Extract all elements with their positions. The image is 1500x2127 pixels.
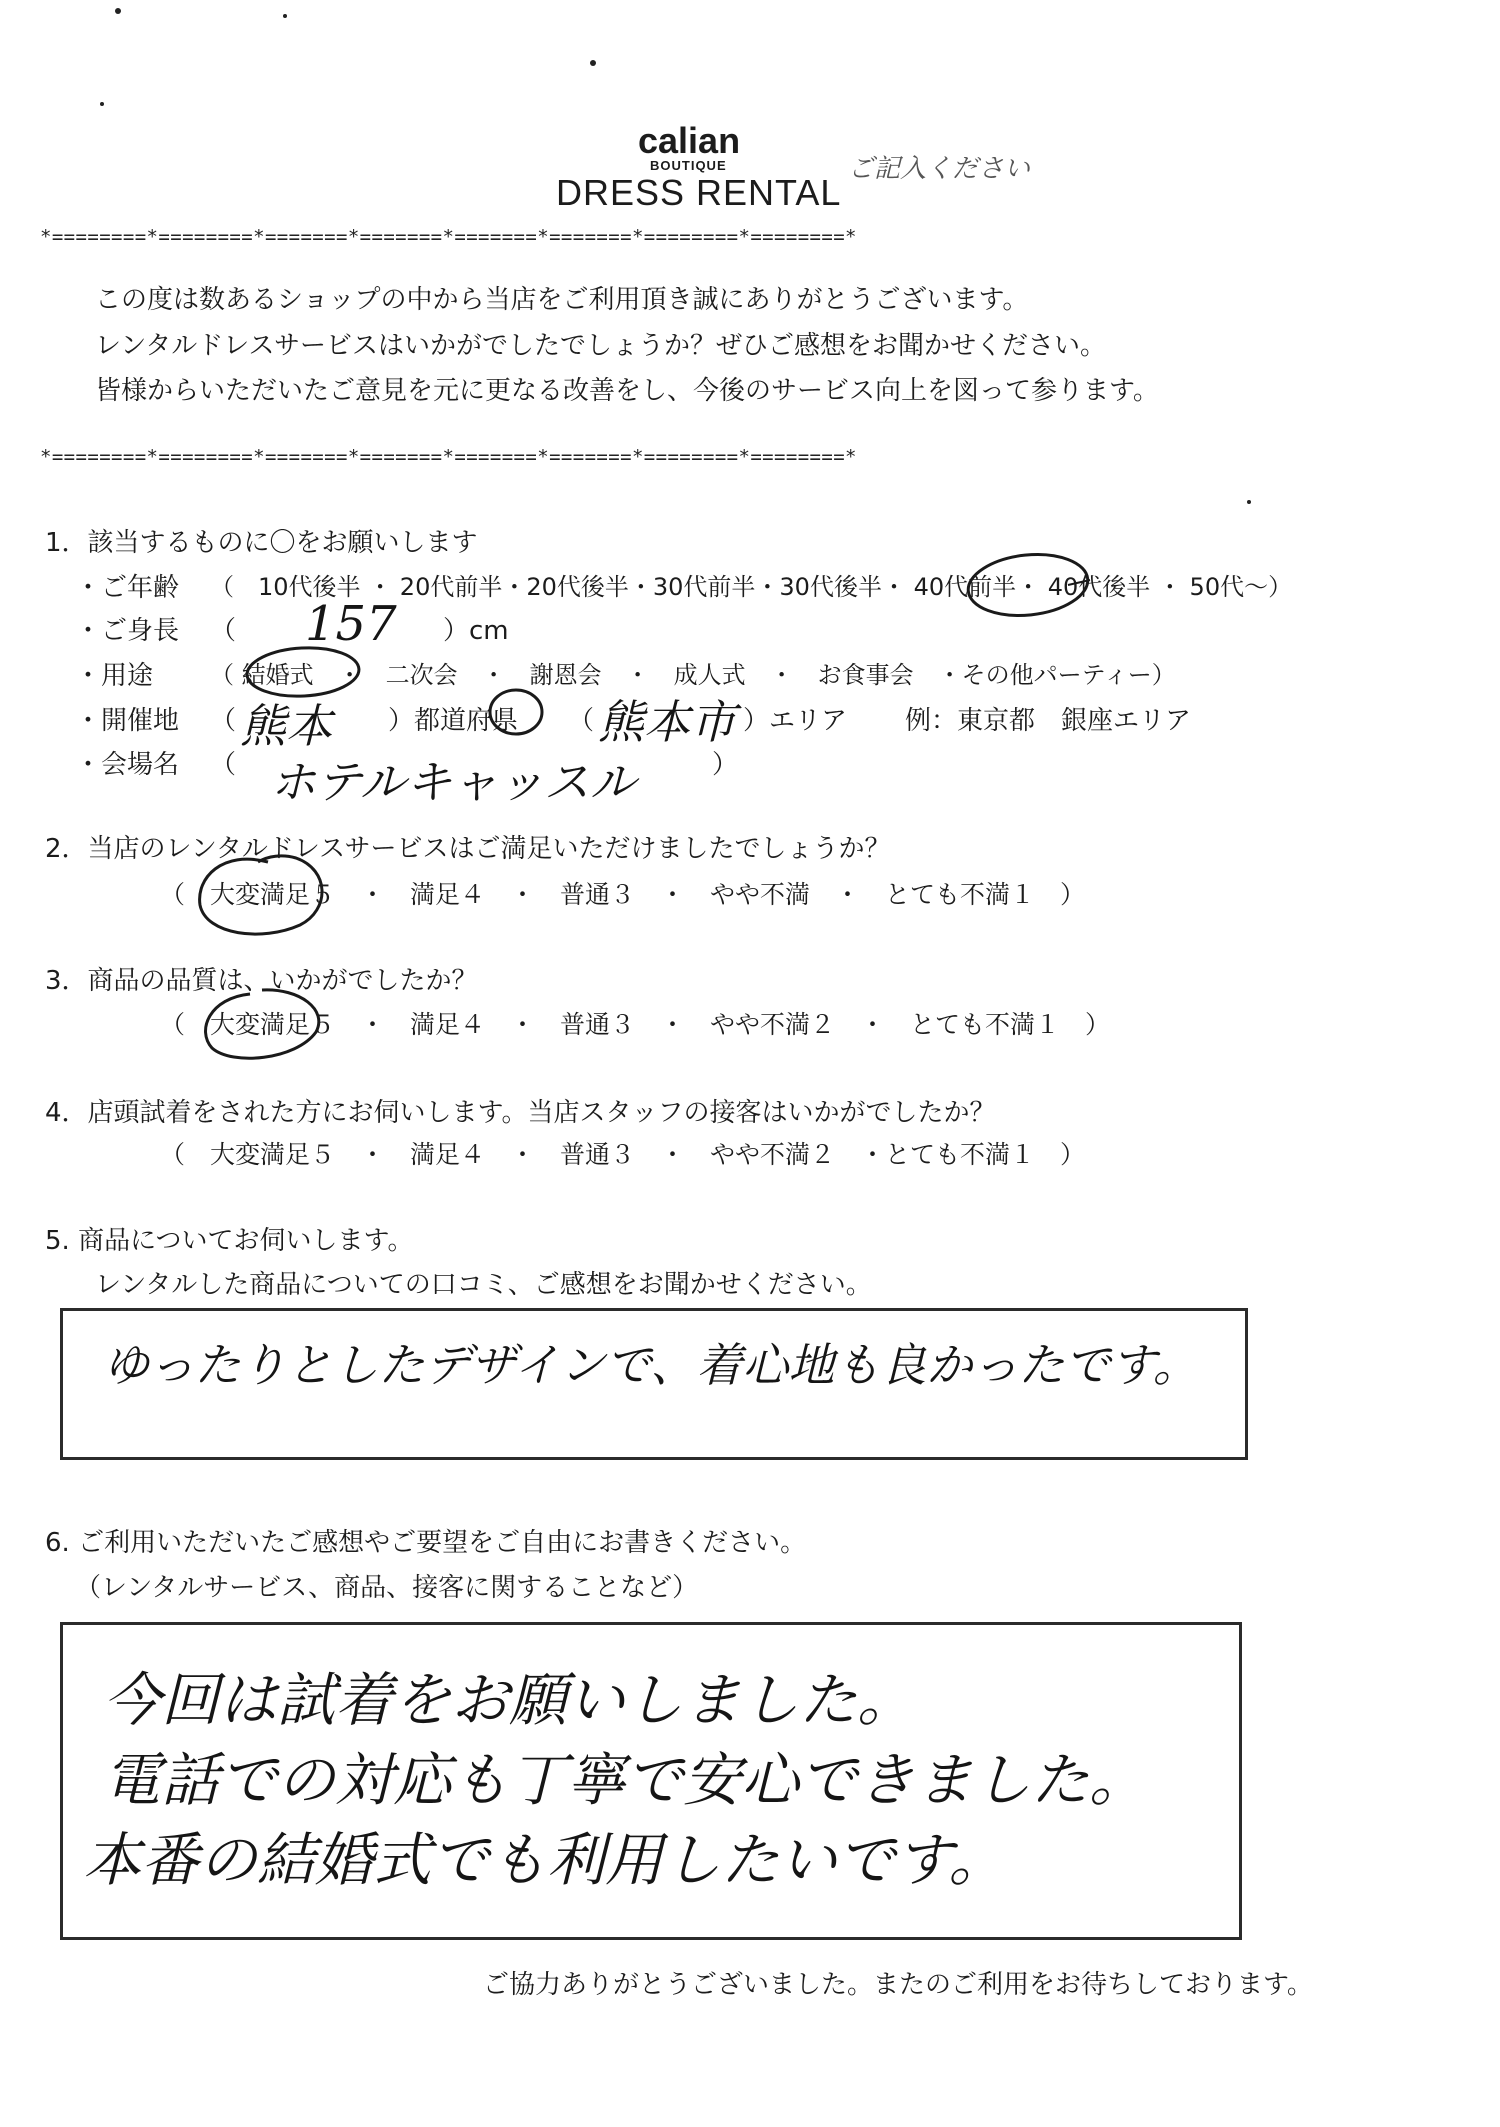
q6-answer-line-3: 本番の結婚式でも利用したいです。 [83, 1826, 1007, 1894]
page-title: DRESS RENTAL [556, 172, 842, 213]
venue-city-open: （ [568, 706, 595, 736]
separator-top: *========*========*=======*=======*=======*=======*========*========* [40, 226, 857, 248]
q4-options: （ 大変満足５ ・ 満足４ ・ 普通３ ・ やや不満２ ・とても不満１ ） [160, 1140, 1086, 1169]
q5-subtitle: レンタルした商品についての口コミ、ご感想をお聞かせください。 [95, 1270, 872, 1300]
q2-title: 2．当店のレンタルドレスサービスはご満足いただけましたでしょうか？ [45, 834, 891, 864]
hall-close: ） [712, 750, 739, 780]
brand-subtitle: BOUTIQUE [650, 158, 727, 173]
height-close: ）cm [443, 616, 509, 646]
venue-prefecture-value: 熊本 [240, 699, 332, 753]
intro-line-2: レンタルドレスサービスはいかがでしたでしょうか？ぜひご感想をお聞かせください。 [95, 331, 1107, 361]
separator-bottom: *========*========*=======*=======*=======*=======*========*========* [40, 446, 857, 468]
circle-purpose-wedding [246, 645, 360, 699]
q6-subtitle: （レンタルサービス、商品、接客に関することなど） [75, 1573, 699, 1603]
purpose-options: （ 結婚式 ・ 二次会 ・ 謝恩会 ・ 成人式 ・ お食事会 ・その他パーティー） [210, 661, 1176, 689]
venue-prefecture-close: ）都道府県 [388, 706, 519, 736]
age-options: （ 10代後半 ・ 20代前半・20代後半・30代前半・30代後半・ 40代前半・ 40代後半 ・ 50代～） [210, 573, 1293, 601]
intro-line-3: 皆様からいただいたご意見を元に更なる改善をし、今後のサービス向上を図って参ります。 [95, 376, 1159, 406]
q1-title: 1．該当するものに〇をお願いします [45, 528, 478, 558]
height-value: 157 [305, 596, 397, 652]
height-open: （ [210, 616, 237, 646]
q4-title: 4．店頭試着をされた方にお伺いします。当店スタッフの接客はいかがでしたか？ [45, 1098, 996, 1128]
q5-title: 5. 商品についてお伺いします。 [45, 1226, 414, 1256]
q6-title: 6. ご利用いただいたご感想やご要望をご自由にお書きください。 [45, 1528, 807, 1558]
hall-open: （ [210, 750, 237, 780]
venue-open: （ [210, 706, 237, 736]
age-label: ・ご年齢 [75, 573, 180, 603]
hall-value: ホテルキャッスル [270, 755, 636, 809]
q2-options: （ 大変満足５ ・ 満足４ ・ 普通３ ・ やや不満 ・ とても不満１ ） [160, 880, 1086, 909]
venue-city-value: 熊本市 [598, 695, 736, 749]
header-scribble: ご記入ください [848, 154, 1031, 184]
intro-line-1: この度は数あるショップの中から当店をご利用頂き誠にありがとうございます。 [95, 285, 1029, 315]
venue-city-close: ）エリア [743, 706, 848, 736]
q6-answer-line-2: 電話での対応も丁寧で安心できました。 [103, 1746, 1148, 1814]
height-label: ・ご身長 [75, 616, 180, 646]
q3-options: （ 大変満足５ ・ 満足４ ・ 普通３ ・ やや不満２ ・ とても不満１ ） [160, 1010, 1111, 1039]
circle-prefecture-ken [490, 690, 542, 734]
brand-logo: calian [638, 120, 741, 161]
footer-thanks: ご協力ありがとうございました。またのご利用をお待ちしております。 [483, 1970, 1313, 2000]
circle-q3-very-satisfied [206, 990, 319, 1058]
circle-q2-very-satisfied [200, 856, 322, 934]
hall-label: ・会場名 [75, 750, 180, 780]
venue-example: 例：東京都 銀座エリア [905, 706, 1192, 736]
q3-title: 3．商品の品質は、いかがでしたか？ [45, 966, 478, 996]
q5-answer-text: ゆったりとしたデザインで、着心地も良かったです。 [103, 1338, 1199, 1392]
q6-answer-line-1: 今回は試着をお願いしました。 [103, 1666, 916, 1734]
purpose-label: ・用途 [75, 661, 154, 691]
venue-label: ・開催地 [75, 706, 180, 736]
